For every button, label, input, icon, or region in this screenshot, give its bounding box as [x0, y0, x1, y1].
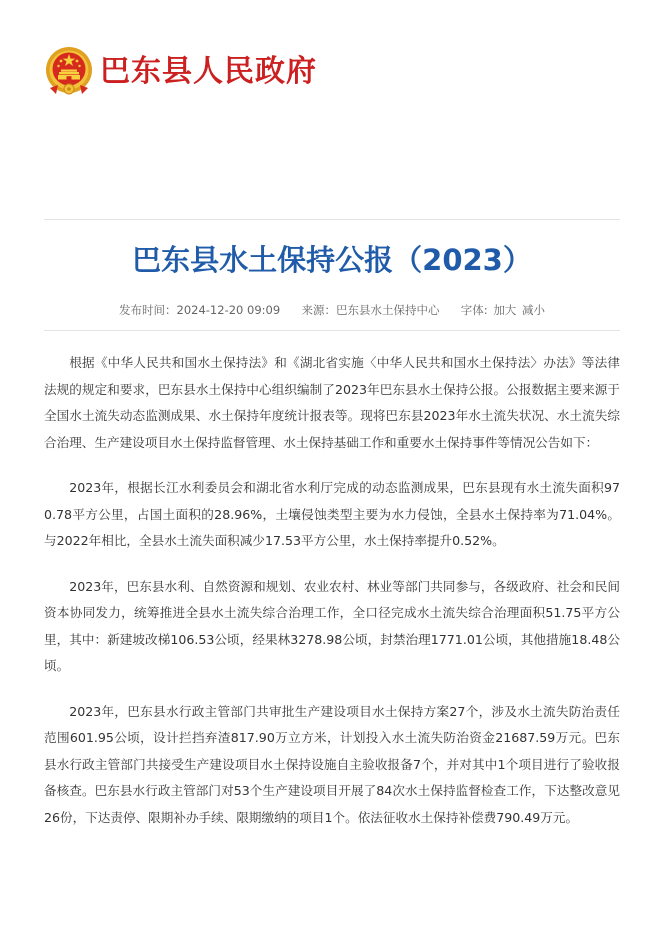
font-increase-button[interactable]: 加大: [493, 303, 517, 317]
article-paragraph: 2023年，根据长江水利委员会和湖北省水利厅完成的动态监测成果，巴东县现有水土流失面积970.78平方公里，占国土面积的28.96%，土壤侵蚀类型主要为水力侵蚀，全县水土保持率为71.04%。与2022年相比，全县水土流失面积减少17.53平方公里，水土保持率提升0.52%。: [44, 480, 620, 548]
article-paragraph: 2023年，巴东县水行政主管部门共审批生产建设项目水土保持方案27个，涉及水土流失防治责任范围601.95公顷，设计拦挡弃渣817.90万立方米，计划投入水土流失防治资金21687.59万元。巴东县水行政主管部门共接受生产建设项目水土保持设施自主验收报备7个，并对其中1个项目进行了验收报备核查。巴东县水行政主管部门对53个生产建设项目开展了84次水土保持监督检查工作，下达整改意见26份，下达责停、限期补办手续、限期缴纳的项目1个。依法征收水土保持补偿费790.49万元。: [44, 703, 620, 825]
national-emblem-icon[interactable]: [44, 44, 94, 100]
site-title[interactable]: 巴东县人民政府: [100, 54, 317, 89]
article-body: [44, 350, 620, 850]
article-paragraph: 根据《中华人民共和国水土保持法》和《湖北省实施〈中华人民共和国水土保持法〉办法》等法律法规的规定和要求，巴东县水土保持中心组织编制了2023年巴东县水土保持公报。公报数据主要来源于全国水土流失动态监测成果、水土保持年度统计报表等。现将巴东县2023年水土流失状况、水土流失综合治理、生产建设项目水土保持监督管理、水土保持基础工作和重要水土保持事件等情况公告如下：: [44, 355, 620, 450]
font-decrease-button[interactable]: 减小: [521, 303, 545, 317]
header-divider: [44, 219, 620, 220]
article-source: 来源：巴东县水土保持中心: [301, 303, 440, 317]
site-header: [44, 44, 317, 100]
publish-time: 发布时间：2024-12-20 09:09: [119, 303, 281, 317]
article-paragraph: 2023年，巴东县水利、自然资源和规划、农业农村、林业等部门共同参与，各级政府、社会和民间资本协同发力，统筹推进全县水土流失综合治理工作，全口径完成水土流失综合治理面积51.75平方公里，其中：新建坡改梯106.53公顷，经果林3278.98公顷，封禁治理1771.01公顷，其他措施18.48公顷。: [44, 578, 620, 673]
font-size-label: 字体:: [460, 303, 488, 317]
meta-divider: [44, 330, 620, 331]
article-meta: [44, 300, 620, 320]
article-title: 巴东县水土保持公报（2023）: [132, 243, 532, 277]
